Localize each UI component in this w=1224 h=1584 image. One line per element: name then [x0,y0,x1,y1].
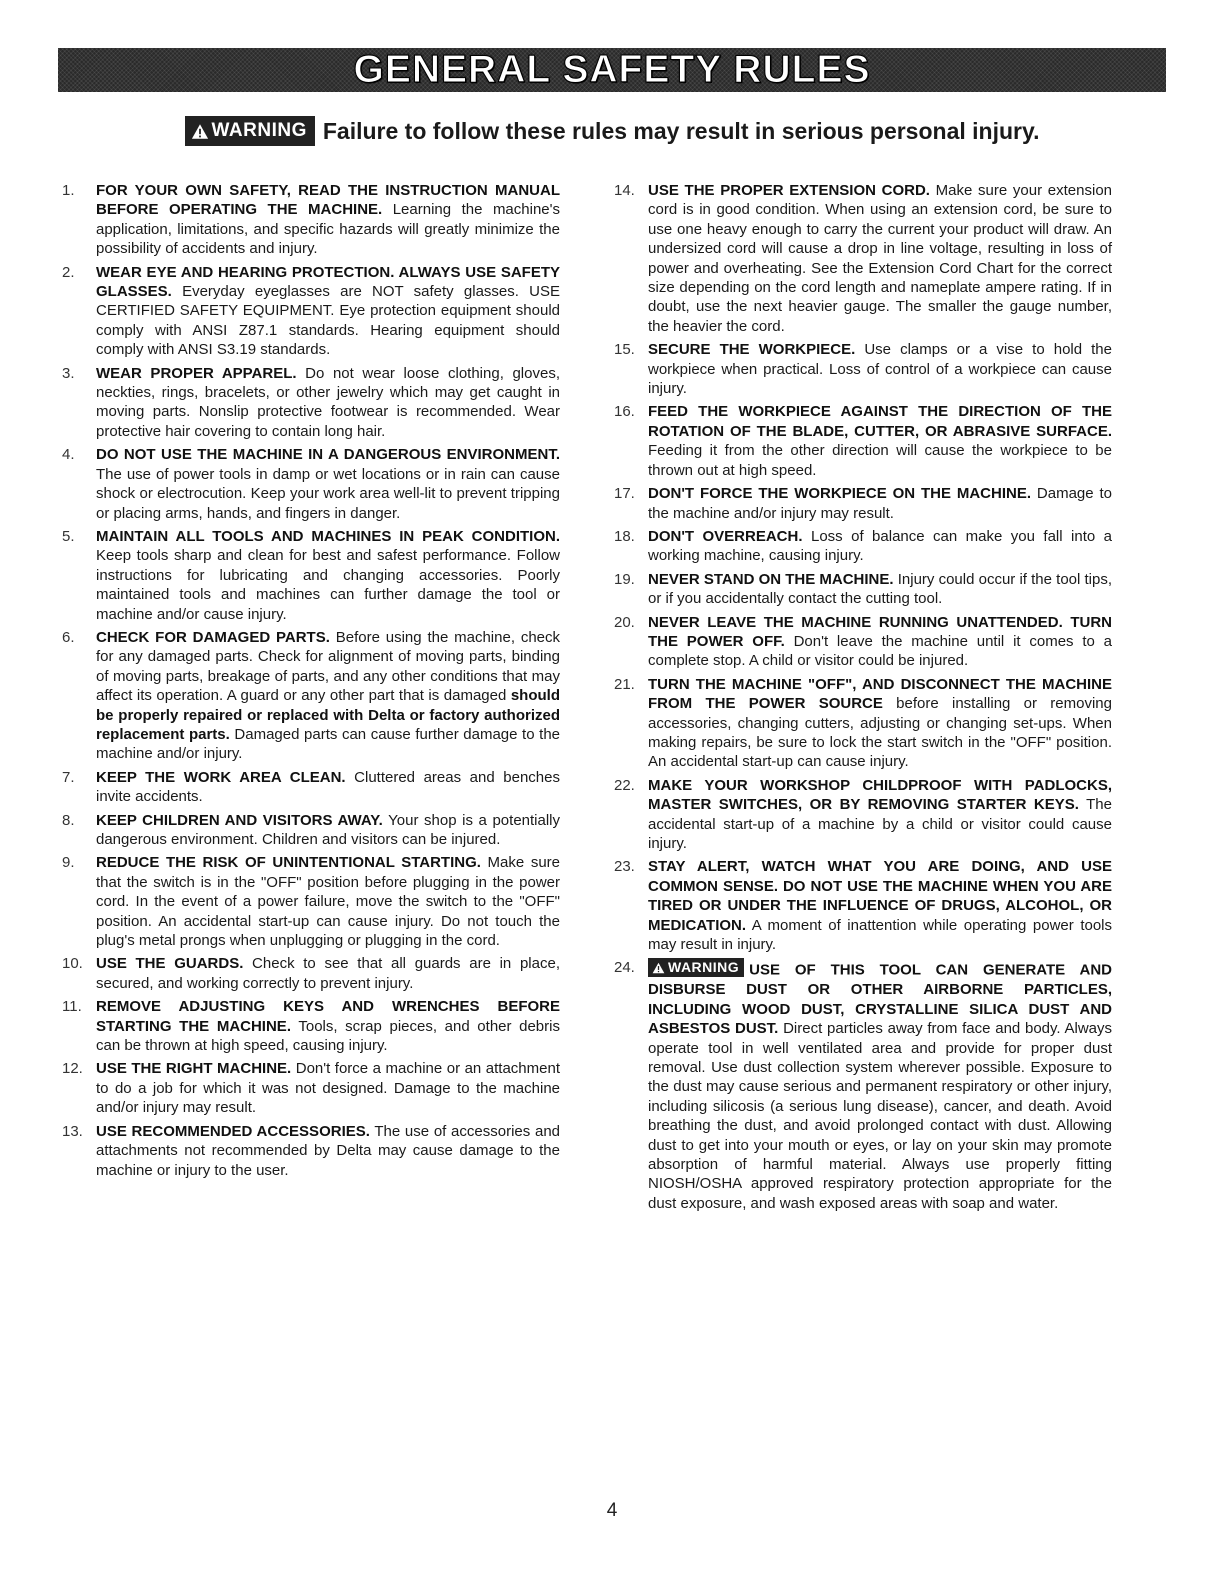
rule-number: 18. [614,527,635,545]
safety-rule [614,570,1112,609]
rule-number: 16. [614,403,635,421]
rule-body [96,768,560,807]
rule-heading: WEAR EYE AND HEARING PROTECTION. ALWAYS USE SAFETY GLASSES. [96,263,560,301]
rule-body [648,570,1112,609]
rule-number: 10. [62,955,83,973]
title-banner [58,48,1166,92]
safety-rule [614,675,1112,772]
rule-heading: KEEP THE WORK AREA CLEAN. [96,768,346,786]
rule-number: 22. [614,776,635,794]
rule-body [96,181,560,259]
rule-text: A moment of inattention while operating power tools may result in injury. [648,916,1112,954]
rule-number: 9. [62,854,75,872]
rule-text: before installing or removing accessories, changing cutters, adjusting or changing set-ups. When making repairs, be sure to lock the start switch in the "OFF" position. An accidental start-up can cause injury. [648,695,1112,771]
warning-badge-label: WARNING [211,120,307,141]
rule-body [96,628,560,764]
rule-text: Make sure your extension cord is in good condition. When using an extension cord, be sure to use one heavy enough to carry the current your product will draw. An undersized cord will cause a drop in line voltage, resulting in loss of power and overheating. See the Extension Cord Chart for the correct size depending on the cord length and nameplate ampere rating. If in doubt, use the next heavier gauge. The smaller the gauge number, the heavier the cord. [648,182,1113,335]
rule-heading: STAY ALERT, WATCH WHAT YOU ARE DOING, AND USE COMMON SENSE. DO NOT USE THE MACHINE WHEN YOU ARE TIRED OR UNDER THE INFLUENCE OF DRUGS, ALCOHOL, OR MEDICATION. [648,858,1112,934]
safety-rule [614,340,1112,398]
rule-emphasis: should be properly repaired or replaced with Delta or factory authorized replacement parts. [96,687,560,743]
rule-body [648,857,1112,954]
rule-heading: WEAR PROPER APPAREL. [96,364,297,382]
rule-text: Damage to the machine and/or injury may result. [648,485,1112,522]
warning-badge [185,116,315,146]
rule-text: Check to see that all guards are in place, secured, and working correctly to prevent injury. [96,955,560,992]
rule-number: 15. [614,341,635,359]
rule-text: Feeding it from the other direction will cause the workpiece to be thrown out at high speed. [648,442,1112,479]
rule-number: 4. [62,446,75,464]
safety-rule [62,445,560,523]
safety-rule [62,527,560,624]
rule-text: Use clamps or a vise to hold the workpiece when practical. Loss of control of a workpiece can cause injury. [648,341,1112,398]
safety-rule [614,613,1112,671]
safety-rule [614,181,1112,336]
rule-heading: USE THE PROPER EXTENSION CORD. [648,182,930,199]
warning-triangle-icon [191,123,209,140]
rule-number: 6. [62,628,75,646]
safety-rule [62,997,560,1055]
rule-heading: DO NOT USE THE MACHINE IN A DANGEROUS ENVIRONMENT. [96,446,560,464]
rule-heading: MAINTAIN ALL TOOLS AND MACHINES IN PEAK CONDITION. [96,527,560,545]
safety-rule [614,402,1112,480]
safety-rules [62,181,1112,1217]
rule-number: 7. [62,768,75,786]
rule-body [96,445,560,523]
rule-text: Direct particles away from face and body. Always operate tool in well ventilated area and provide for proper dust removal. Use dust collection system wherever possible. Exposure to the dust may cause serious and permanent respiratory or other injury, including silicosis (a serious lung disease), cancer, and death. Avoid breathing the dust, and avoid prolonged contact with dust. Allowing dust to get into your mouth or eyes, or lay on your skin may promote absorption of harmful material. Always use properly fitting NIOSH/OSHA approved respiratory protection appropriate for the dust exposure, and wash exposed areas with soap and water. [648,1020,1113,1212]
rule-text: The use of power tools in damp or wet locations or in rain can cause shock or electrocution. Keep your work area well-lit to prevent tripping or placing arms, hands, and fingers in danger. [96,465,560,522]
safety-rule [62,1059,560,1117]
rule-body [96,954,560,993]
warning-triangle-icon [652,962,665,974]
safety-rule [62,364,560,442]
rule-text: Don't leave the machine until it comes to a complete stop. A child or visitor could be injured. [648,632,1113,670]
rule-number: 8. [62,811,75,829]
rule-text: Loss of balance can make you fall into a working machine, causing injury. [648,527,1113,565]
rule-heading: SECURE THE WORKPIECE. [648,341,856,359]
rule-body [96,1122,560,1180]
rule-body [648,402,1112,480]
safety-rule [62,1122,560,1180]
rule-text: Cluttered areas and benches invite accidents. [96,768,560,806]
warning-text: Failure to follow these rules may result in serious personal injury. [322,117,1040,144]
rule-text: Everyday eyeglasses are NOT safety glasses. USE CERTIFIED SAFETY EQUIPMENT. Eye protection equipment should comply with ANSI Z87.1 standards. Hearing equipment should comply with ANSI S3.19 standards. [96,283,560,359]
rule-body [96,853,560,950]
safety-rule [614,484,1112,523]
rule-number: 3. [62,364,75,382]
warning-badge-label: WARNING [668,959,740,976]
rule-number: 24. [614,959,635,977]
rule-number: 17. [614,485,635,503]
rule-number: 12. [62,1060,83,1078]
rule-body [96,997,560,1055]
rule-heading: DON'T FORCE THE WORKPIECE ON THE MACHINE. [648,485,1032,503]
rule-text: Keep tools sharp and clean for best and safest performance. Follow instructions for lubricating and changing accessories. Poorly maintained tools and machines can further damage the tool or machine and/or cause injury. [96,547,560,623]
safety-rule [62,954,560,993]
safety-rule [62,811,560,850]
rule-heading: USE RECOMMENDED ACCESSORIES. [96,1122,370,1140]
rule-text: Injury could occur if the tool tips, or if you accidentally contact the cutting tool. [648,570,1113,608]
rule-text: Your shop is a potentially dangerous environment. Children and visitors can be injured. [96,811,561,848]
rule-text: Don't force a machine or an attachment to do a job for which it was not designed. Damage to the machine and/or injury may result. [96,1060,560,1117]
rule-number: 5. [62,527,75,545]
rule-text: Do not wear loose clothing, gloves, neckties, rings, bracelets, or other jewelry which may get caught in moving parts. Nonslip protective footwear is recommended. Wear protective hair covering to contain long hair. [96,364,560,440]
rule-body [648,181,1112,336]
rule-number: 1. [62,182,75,199]
safety-rule [614,776,1112,854]
rule-body [648,675,1112,772]
rule-text: The use of accessories and attachments not recommended by Delta may cause damage to the machine or injury to the user. [96,1122,560,1179]
rule-text: Learning the machine's application, limitations, and specific hazards will greatly minimize the possibility of accidents and injury. [96,201,560,258]
rule-text: Damaged parts can cause further damage to the machine and/or injury. [96,725,561,763]
rule-heading: FEED THE WORKPIECE AGAINST THE DIRECTION OF THE ROTATION OF THE BLADE, CUTTER, OR ABRASIVE SURFACE. [648,403,1112,440]
rule-number: 21. [614,675,635,693]
safety-rule [62,181,560,259]
rule-heading: REMOVE ADJUSTING KEYS AND WRENCHES BEFORE STARTING THE MACHINE. [96,998,560,1035]
rule-heading: DON'T OVERREACH. [648,527,803,545]
safety-rule [614,527,1112,566]
rule-heading: NEVER STAND ON THE MACHINE. [648,570,894,588]
rule-heading: NEVER LEAVE THE MACHINE RUNNING UNATTENDED. TURN THE POWER OFF. [648,613,1112,650]
rule-text: Make sure that the switch is in the "OFF" position before plugging in the power cord. In the event of a power failure, move the switch to the "OFF" position. An accidental start-up can cause injury. Do not touch the plug's metal prongs when unplugging or plugging in the cord. [96,854,560,950]
safety-rule [614,958,1112,1213]
rule-heading: FOR YOUR OWN SAFETY, READ THE INSTRUCTION MANUAL BEFORE OPERATING THE MACHINE. [96,182,560,219]
safety-rule [614,857,1112,954]
rule-body [96,811,560,850]
rule-number: 11. [62,998,82,1016]
safety-rule [62,768,560,807]
rule-body [648,958,1112,1213]
rule-heading: REDUCE THE RISK OF UNINTENTIONAL STARTING. [96,854,481,872]
page-title: GENERAL SAFETY RULES [353,48,871,91]
warning-statement [0,114,1224,148]
rule-heading: CHECK FOR DAMAGED PARTS. [96,628,330,646]
rule-body [96,1059,560,1117]
rule-heading: USE THE GUARDS. [96,955,244,973]
warning-badge [648,958,744,977]
rule-heading: MAKE YOUR WORKSHOP CHILDPROOF WITH PADLOCKS, MASTER SWITCHES, OR BY REMOVING STARTER KEYS. [648,776,1112,814]
rule-heading: USE THE RIGHT MACHINE. [96,1060,292,1078]
rule-text: The accidental start-up of a machine by a child or visitor could cause injury. [648,796,1112,852]
rule-body [648,613,1112,671]
rule-body [96,364,560,442]
rule-text: Before using the machine, check for any damaged parts. Check for alignment of moving parts, binding of moving parts, breakage of parts, and any other conditions that may affect its operation. A guard or any other part that is damaged [96,628,561,705]
rule-number: 19. [614,570,635,588]
rule-body [648,776,1112,854]
rule-number: 23. [614,858,635,876]
rule-body [96,527,560,624]
rule-heading: USE OF THIS TOOL CAN GENERATE AND DISBURSE DUST OR OTHER AIRBORNE PARTICLES, INCLUDING WOOD DUST, CRYSTALLINE SILICA DUST AND ASBESTOS DUST. [648,961,1112,1038]
rule-body [648,340,1112,398]
rule-number: 2. [62,263,75,281]
rule-number: 13. [62,1122,83,1140]
rules-column-right [614,181,1112,1217]
rule-body [648,527,1112,566]
safety-rule [62,628,560,764]
rules-column-left [62,181,560,1217]
rule-body [96,263,560,360]
rule-text: Tools, scrap pieces, and other debris can be thrown at high speed, causing injury. [96,1017,560,1055]
rule-heading: TURN THE MACHINE "OFF", AND DISCONNECT THE MACHINE FROM THE POWER SOURCE [648,675,1112,713]
rule-heading: KEEP CHILDREN AND VISITORS AWAY. [96,811,383,829]
rule-number: 20. [614,613,635,631]
rule-number: 14. [614,182,635,199]
rule-body [648,484,1112,523]
safety-rule [62,853,560,950]
page-number: 4 [606,1500,618,1521]
safety-rule [62,263,560,360]
